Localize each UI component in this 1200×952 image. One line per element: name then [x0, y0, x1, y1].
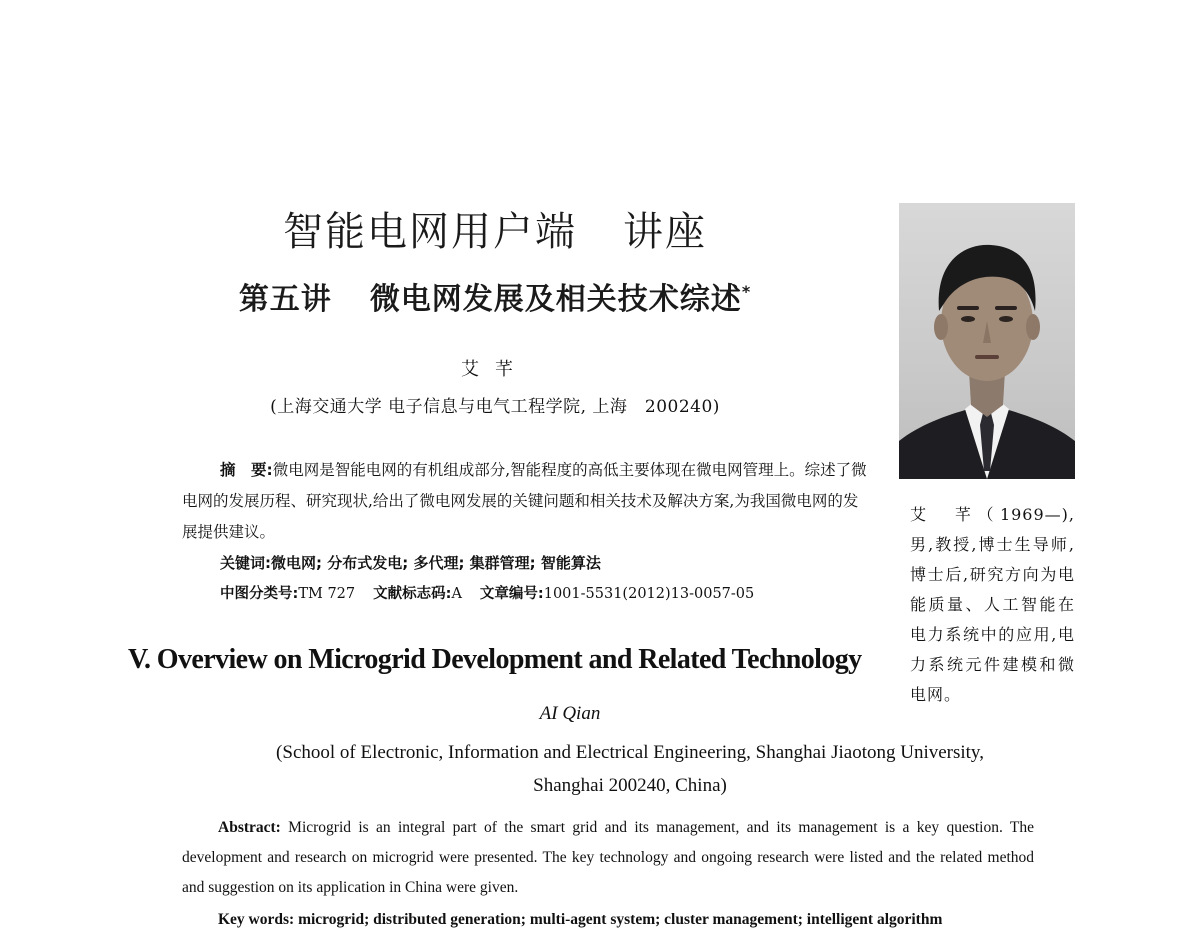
- keywords-cn-text: 微电网; 分布式发电; 多代理; 集群管理; 智能算法: [271, 554, 601, 572]
- doc-code-label: 文献标志码:: [373, 586, 452, 602]
- english-abstract-label: Abstract:: [218, 819, 281, 836]
- keywords-cn: [220, 548, 870, 579]
- author-photo: [899, 203, 1075, 479]
- english-affiliation: [150, 736, 1110, 802]
- clc-label: 中图分类号:: [220, 586, 299, 602]
- lecture-title-text: 微电网发展及相关技术综述: [369, 282, 742, 317]
- affiliation-cn: (上海交通大学 电子信息与电气工程学院, 上海 200240): [270, 397, 720, 417]
- clc-value: TM 727: [298, 586, 356, 602]
- english-affiliation-line2: Shanghai 200240, China): [533, 775, 727, 796]
- lecture-number: 第五讲: [238, 282, 332, 317]
- english-title: V. Overview on Microgrid Development and Related Technology: [128, 644, 862, 675]
- english-abstract-text: Microgrid is an integral part of the smart grid and its management, and its management is a key question. The development and research on microgrid were presented. The key technology and ongoing research were listed and the related method and suggestion on its application in China were given.: [182, 819, 1034, 896]
- abstract-cn-label: 摘 要:: [220, 461, 273, 479]
- abstract-cn: [182, 455, 870, 548]
- abstract-cn-text: 微电网是智能电网的有机组成部分,智能程度的高低主要体现在微电网管理上。综述了微电网的发展历程、研究现状,给出了微电网发展的关键问题和相关技术及解决方案,为我国微电网的发展提供建议。: [182, 461, 867, 541]
- footnote-mark: *: [741, 282, 752, 301]
- english-abstract: [182, 813, 1034, 903]
- lecture-title: [150, 274, 840, 318]
- keywords-cn-label: 关键词:: [220, 554, 271, 572]
- portrait-illustration: [899, 203, 1075, 479]
- series-title-tail: 讲座: [623, 209, 707, 255]
- english-keywords-label: Key words:: [218, 911, 295, 928]
- article-no-label: 文章编号:: [479, 586, 544, 602]
- english-affiliation-line1: (School of Electronic, Information and Electrical Engineering, Shanghai Jiaotong University,: [276, 742, 984, 763]
- series-title: [150, 200, 840, 257]
- english-keywords: [182, 905, 1034, 935]
- english-keywords-text: microgrid; distributed generation; multi-agent system; cluster management; intelligent algorithm: [298, 911, 943, 928]
- english-author: AI Qian: [539, 703, 601, 724]
- series-title-main: 智能电网用户端: [283, 209, 577, 255]
- author-name-cn: 艾芊: [461, 359, 529, 380]
- doc-code-value: A: [451, 586, 462, 602]
- article-no-value: 1001-5531(2012)13-0057-05: [543, 586, 755, 602]
- author-bio: 艾 芊（1969—),男,教授,博士生导师,博士后,研究方向为电能质量、人工智能在电力系统中的应用,电力系统元件建模和微电网。: [910, 505, 1075, 704]
- classification-line: [220, 579, 870, 610]
